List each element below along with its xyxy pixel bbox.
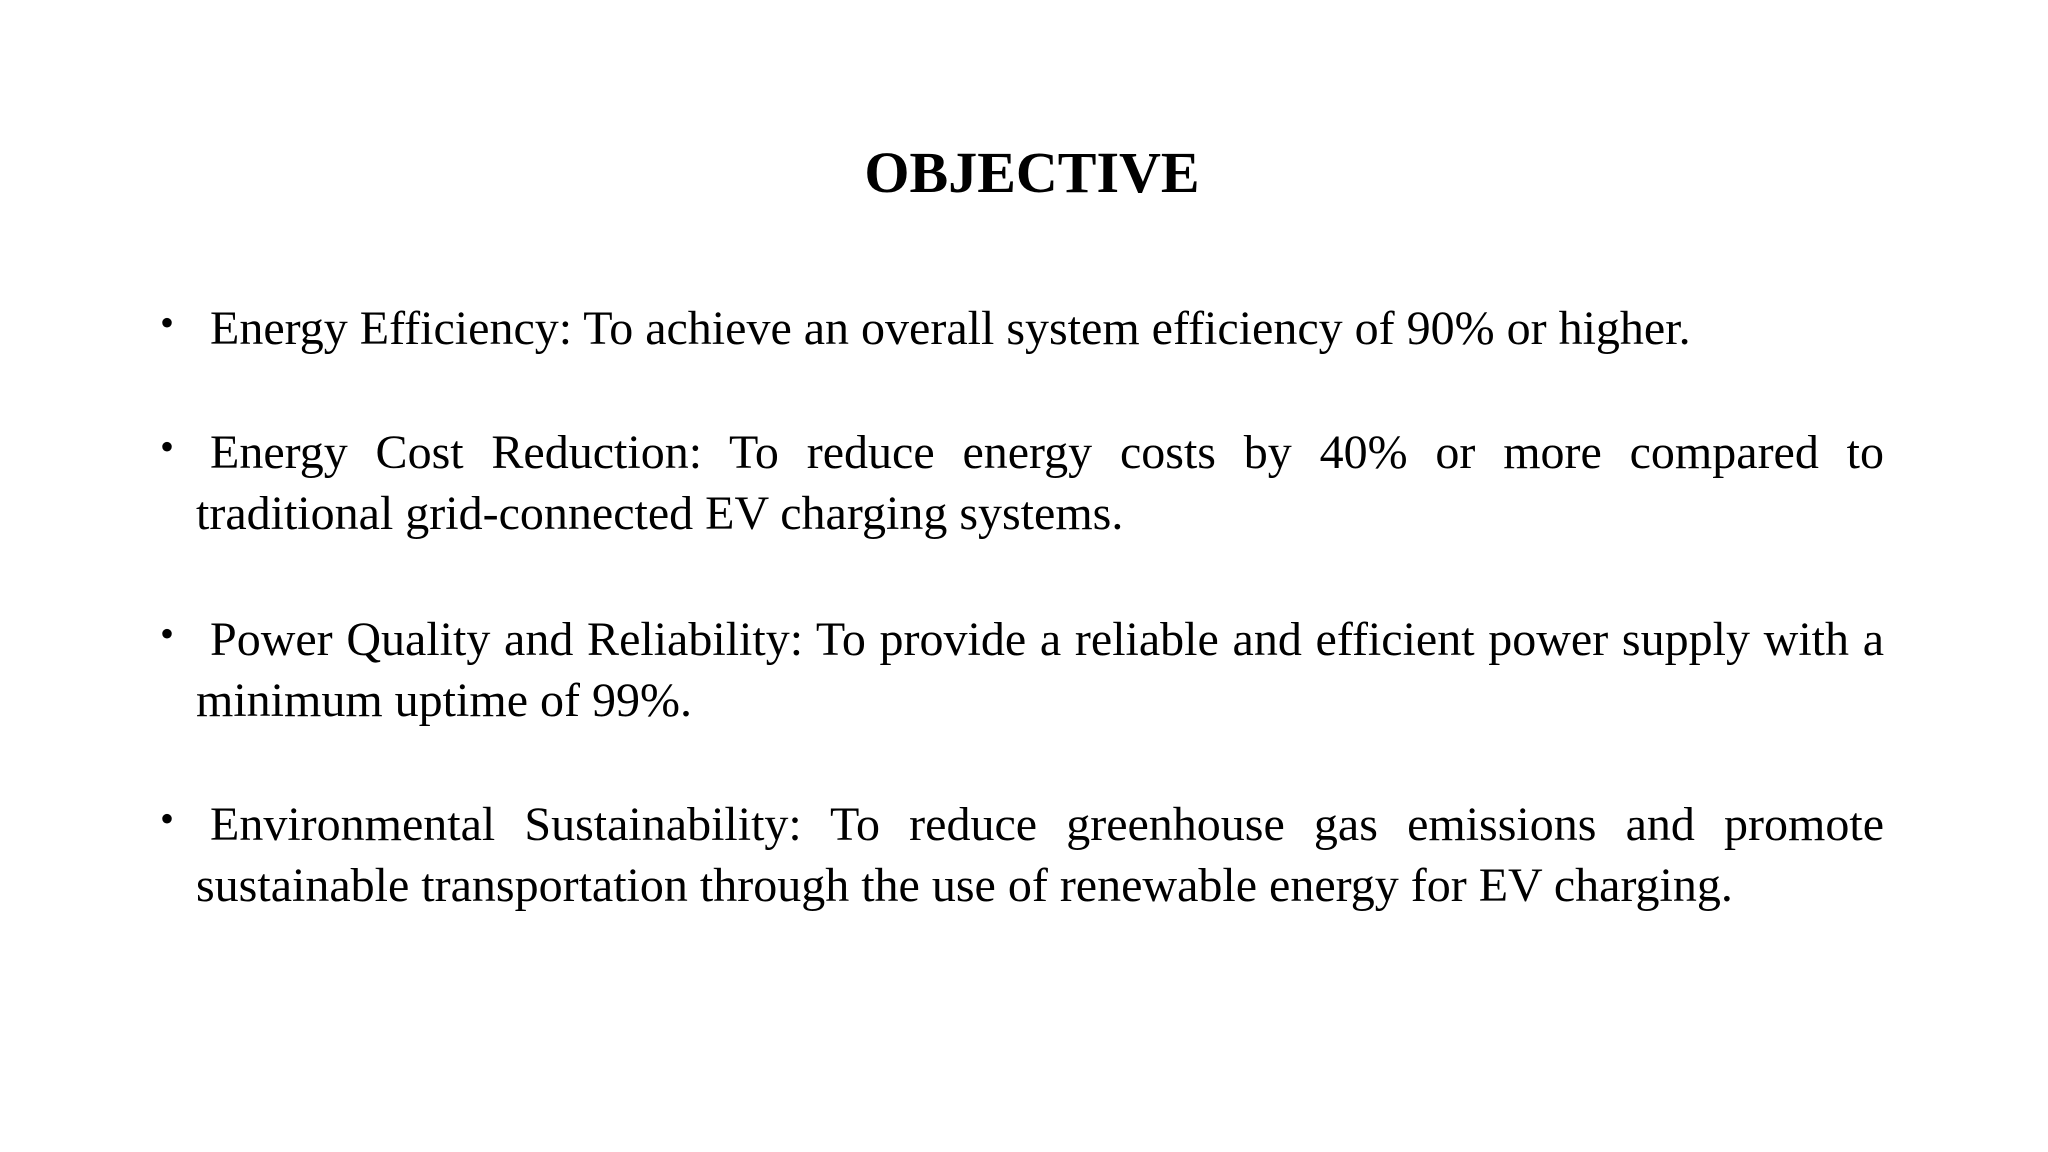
bullet-text: Power Quality and Reliability: To provide a reliable and efficient power supply with a minimum uptime of 99%. <box>196 613 1884 727</box>
list-item <box>160 422 1884 544</box>
list-item <box>160 794 1884 916</box>
bullet-text: Environmental Sustainability: To reduce greenhouse gas emissions and promote sustainable transportation through the use of renewable energy for EV charging. <box>196 798 1884 912</box>
bullet-icon: • <box>160 796 175 841</box>
bullet-text: Energy Efficiency: To achieve an overall system efficiency of 90% or higher. <box>210 302 1691 355</box>
bullet-icon: • <box>160 611 175 656</box>
list-item <box>160 298 1884 359</box>
bullet-icon: • <box>160 300 175 345</box>
bullet-text: Energy Cost Reduction: To reduce energy costs by 40% or more compared to traditional grid-connected EV charging systems. <box>196 426 1884 540</box>
slide-title: OBJECTIVE <box>864 140 1200 205</box>
list-item <box>160 609 1884 731</box>
bullet-icon: • <box>160 424 175 469</box>
